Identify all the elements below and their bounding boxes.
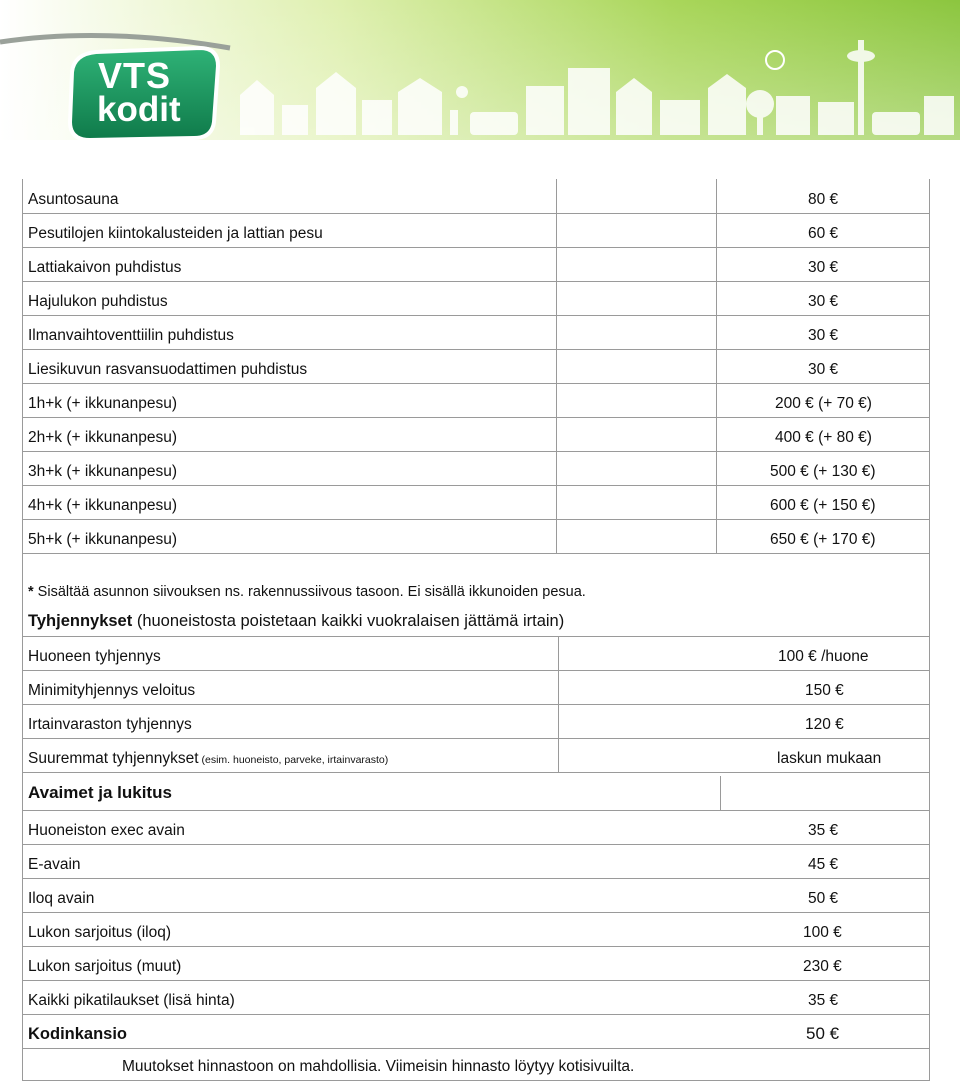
logo-text-vts: VTS bbox=[98, 55, 172, 96]
service-price: 150 € bbox=[805, 682, 844, 699]
cleaning-note bbox=[28, 584, 586, 600]
service-price: 600 € (+ 150 €) bbox=[770, 497, 876, 514]
column-separator bbox=[720, 776, 721, 810]
service-price: 35 € bbox=[808, 992, 839, 1009]
service-price: 650 € (+ 170 €) bbox=[770, 531, 876, 548]
price-row bbox=[22, 704, 930, 739]
page-header bbox=[0, 0, 960, 150]
service-name: Kodinkansio bbox=[28, 1025, 128, 1043]
price-row bbox=[22, 281, 930, 316]
price-row bbox=[22, 810, 930, 845]
service-name: Iloq avain bbox=[28, 890, 95, 907]
price-row bbox=[22, 349, 930, 384]
price-row bbox=[22, 485, 930, 520]
service-name: Lukon sarjoitus (iloq) bbox=[28, 924, 172, 941]
service-name: Huoneen tyhjennys bbox=[28, 648, 161, 665]
logo-text-kodit: kodit bbox=[97, 90, 181, 129]
service-price: 35 € bbox=[808, 822, 839, 839]
service-price: 120 € bbox=[805, 716, 844, 733]
service-name: Asuntosauna bbox=[28, 191, 119, 208]
service-name: Lukon sarjoitus (muut) bbox=[28, 958, 182, 975]
emptying-title: Tyhjennykset bbox=[28, 612, 133, 630]
service-price: 30 € bbox=[808, 259, 839, 276]
price-row bbox=[22, 636, 930, 671]
service-name: Lattiakaivon puhdistus bbox=[28, 259, 182, 276]
service-price: 200 € (+ 70 €) bbox=[775, 395, 872, 412]
price-row bbox=[22, 738, 930, 773]
price-row bbox=[22, 179, 930, 214]
service-name-main: Suuremmat tyhjennykset bbox=[28, 750, 199, 767]
service-price: 60 € bbox=[808, 225, 839, 242]
service-price: 500 € (+ 130 €) bbox=[770, 463, 876, 480]
service-price: 400 € (+ 80 €) bbox=[775, 429, 872, 446]
service-price: 30 € bbox=[808, 361, 839, 378]
service-price: 50 € bbox=[808, 890, 839, 907]
service-name: Kaikki pikatilaukset (lisä hinta) bbox=[28, 992, 235, 1009]
price-row bbox=[22, 315, 930, 350]
service-price: 100 € /huone bbox=[778, 648, 869, 665]
price-row bbox=[22, 912, 930, 947]
service-name: Huoneiston exec avain bbox=[28, 822, 185, 839]
service-name: 4h+k (+ ikkunanpesu) bbox=[28, 497, 178, 514]
price-row bbox=[22, 980, 930, 1015]
service-name bbox=[28, 750, 388, 768]
price-row bbox=[22, 878, 930, 913]
note-text: Sisältää asunnon siivouksen ns. rakennussiivous tasoon. Ei sisällä ikkunoiden pesua. bbox=[33, 584, 586, 600]
price-row bbox=[22, 247, 930, 282]
note-star: * bbox=[28, 584, 34, 600]
price-row bbox=[22, 451, 930, 486]
service-name: Hajulukon puhdistus bbox=[28, 293, 168, 310]
service-name: 2h+k (+ ikkunanpesu) bbox=[28, 429, 178, 446]
price-row bbox=[22, 213, 930, 248]
price-row bbox=[22, 383, 930, 418]
service-price: 230 € bbox=[803, 958, 842, 975]
price-row bbox=[22, 946, 930, 981]
service-price: 45 € bbox=[808, 856, 839, 873]
footer-note: Muutokset hinnastoon on mahdollisia. Viimeisin hinnasto löytyy kotisivuilta. bbox=[122, 1058, 635, 1075]
service-name: Irtainvaraston tyhjennys bbox=[28, 716, 192, 733]
emptying-title-rest: (huoneistosta poistetaan kaikki vuokralaisen jättämä irtain) bbox=[132, 612, 565, 630]
service-name-detail: (esim. huoneisto, parveke, irtainvarasto) bbox=[198, 754, 389, 766]
service-price: 80 € bbox=[808, 191, 839, 208]
service-price: 100 € bbox=[803, 924, 842, 941]
price-row-kodinkansio bbox=[22, 1014, 930, 1049]
price-row bbox=[22, 670, 930, 705]
service-price: laskun mukaan bbox=[777, 750, 882, 767]
service-name: 1h+k (+ ikkunanpesu) bbox=[28, 395, 178, 412]
service-price: 30 € bbox=[808, 293, 839, 310]
price-row bbox=[22, 417, 930, 452]
keys-section-title: Avaimet ja lukitus bbox=[28, 783, 172, 802]
service-name: Liesikuvun rasvansuodattimen puhdistus bbox=[28, 361, 308, 378]
service-name: E-avain bbox=[28, 856, 81, 873]
price-sheet bbox=[22, 179, 930, 1081]
service-name: Pesutilojen kiintokalusteiden ja lattian pesu bbox=[28, 225, 323, 242]
price-row bbox=[22, 844, 930, 879]
service-name: 5h+k (+ ikkunanpesu) bbox=[28, 531, 178, 548]
service-name: Minimityhjennys veloitus bbox=[28, 682, 196, 699]
service-price: 30 € bbox=[808, 327, 839, 344]
service-price: 50 € bbox=[806, 1024, 840, 1043]
service-name: Ilmanvaihtoventtiilin puhdistus bbox=[28, 327, 234, 344]
price-row bbox=[22, 519, 930, 554]
service-name: 3h+k (+ ikkunanpesu) bbox=[28, 463, 178, 480]
emptying-section-title bbox=[28, 612, 564, 631]
